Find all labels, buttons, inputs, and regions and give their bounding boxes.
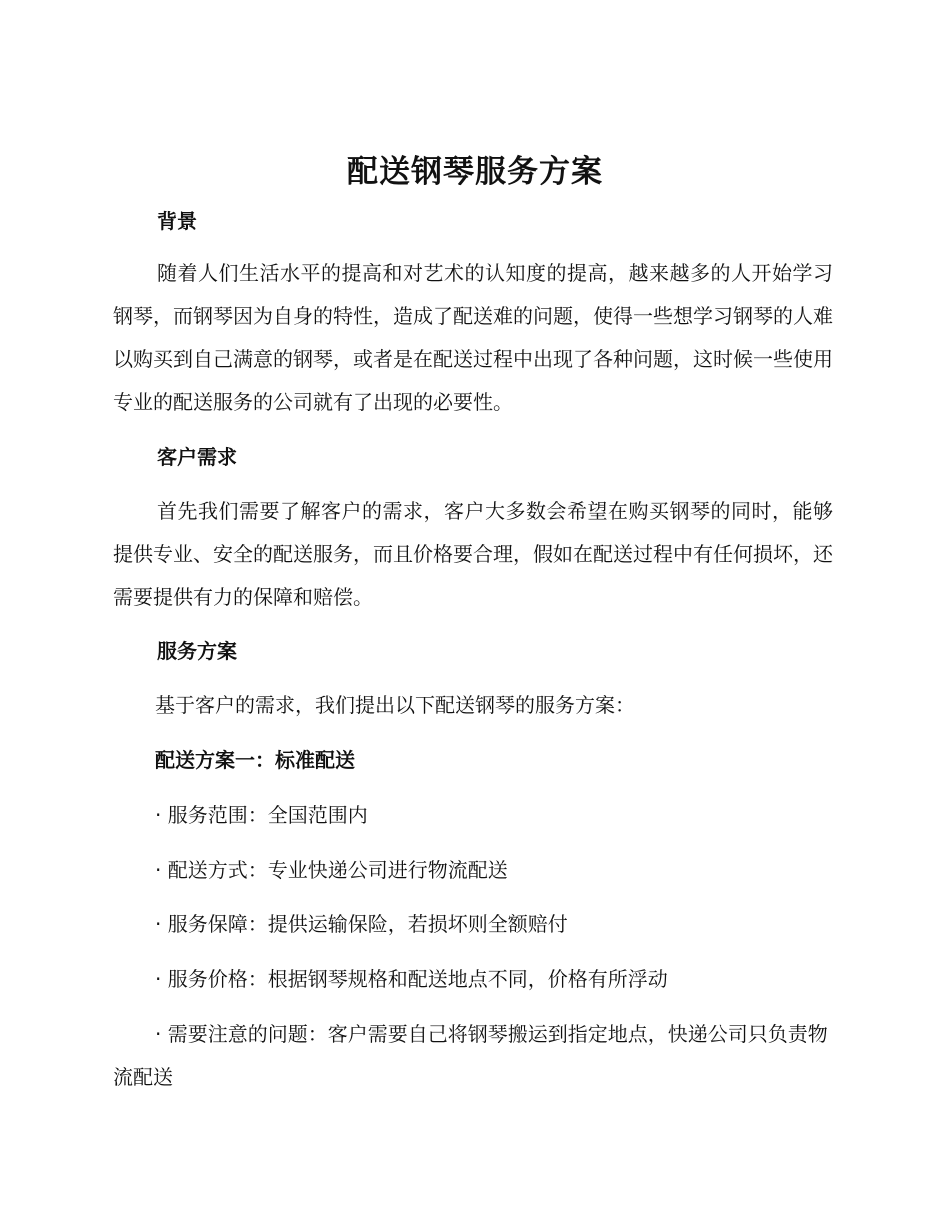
plan-item-service-price: · 服务价格：根据钢琴规格和配送地点不同，价格有所浮动: [155, 967, 668, 991]
plan-item-service-guarantee: · 服务保障：提供运输保险，若损坏则全额赔付: [155, 912, 568, 936]
background-paragraph: 随着人们生活水平的提高和对艺术的认知度的提高，越来越多的人开始学习钢琴，而钢琴因为自身的特性，造成了配送难的问题，使得一些想学习钢琴的人难以购买到自己满意的钢琴，或者是在配送过程中出现了各种问题，这时候一些使用专业的配送服务的公司就有了出现的必要性。: [113, 261, 833, 414]
section-heading-customer-needs: 客户需求: [157, 445, 237, 469]
plan-item-delivery-method: · 配送方式：专业快递公司进行物流配送: [155, 858, 508, 882]
document-title: 配送钢琴服务方案: [347, 154, 603, 190]
customer-needs-paragraph: 首先我们需要了解客户的需求，客户大多数会希望在购买钢琴的同时，能够提供专业、安全的配送服务，而且价格要合理，假如在配送过程中有任何损坏，还需要提供有力的保障和赔偿。: [113, 499, 833, 609]
section-heading-service-plan: 服务方案: [157, 639, 237, 663]
plan-item-notes: · 需要注意的问题：客户需要自己将钢琴搬运到指定地点，快递公司只负责物流配送: [113, 1022, 828, 1089]
service-plan-intro: 基于客户的需求，我们提出以下配送钢琴的服务方案：: [155, 693, 635, 717]
plan-one-title: 配送方案一：标准配送: [155, 748, 355, 772]
section-heading-background: 背景: [157, 209, 197, 233]
plan-item-service-scope: · 服务范围：全国范围内: [155, 803, 368, 827]
